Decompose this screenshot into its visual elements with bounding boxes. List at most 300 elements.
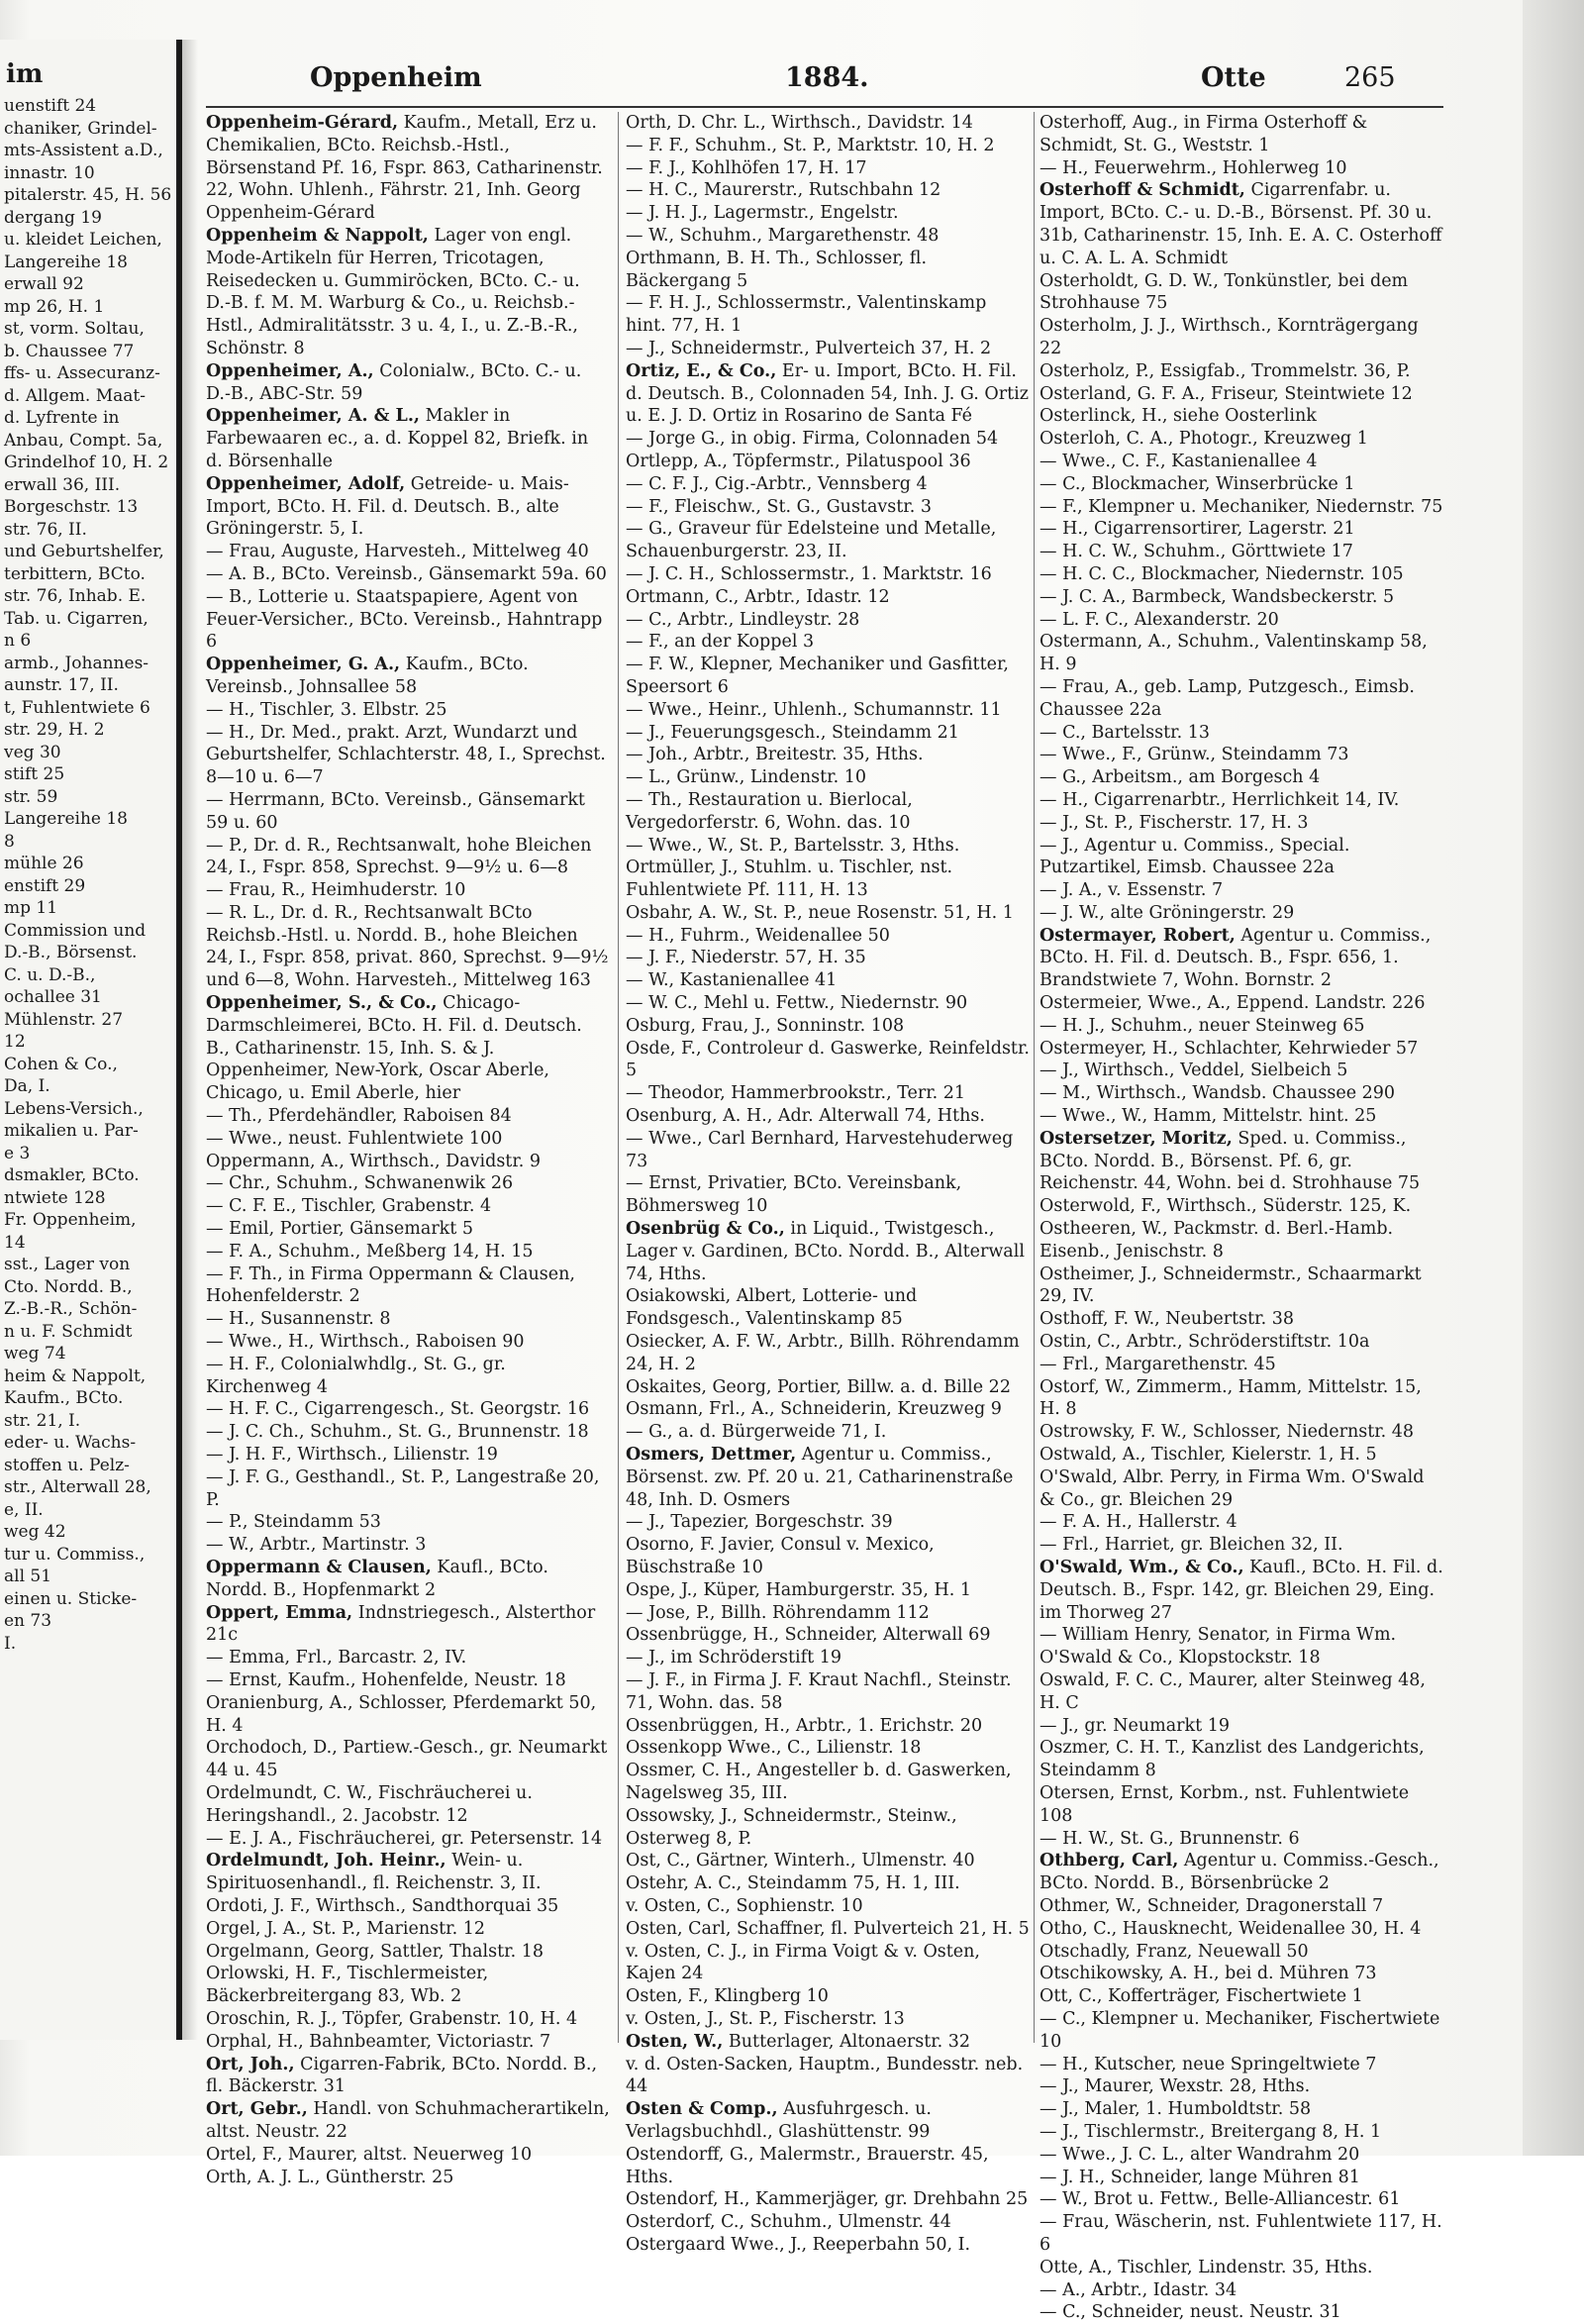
directory-entry xyxy=(1040,2121,1443,2144)
entry-text: Ordelmundt, C. W., Fischräucherei u. Heringshandl., 2. Jacobstr. 12 xyxy=(206,1782,533,1826)
previous-page-line: aunstr. 17, II. xyxy=(4,675,119,695)
directory-entry xyxy=(1040,2167,1443,2189)
entry-text: Kaufm., Metall, Erz u. Chemikalien, BCto. Reichsb.-Hstl., Börsenstand Pf. 16, Fspr. 863, Catharinenstr. 22, Wohn. Uhlenh., Fährstr. 21, Inh. Georg Oppenheim-Gérard xyxy=(206,113,603,224)
directory-entry xyxy=(626,1038,1030,1083)
entry-text: — H., Cigarrenarbtr., Herrlichkeit 14, IV. xyxy=(1040,789,1400,810)
directory-entry xyxy=(206,405,610,472)
entry-text: — J., Tischlermstr., Breitergang 8, H. 1 xyxy=(1040,2121,1382,2142)
directory-entry xyxy=(206,1828,610,1851)
directory-entry xyxy=(1040,563,1443,586)
entry-text: — H., Susannenstr. 8 xyxy=(206,1309,391,1330)
entry-text: Osbahr, A. W., St. P., neue Rosenstr. 51, H. 1 xyxy=(626,902,1014,923)
directory-entry xyxy=(626,135,1030,157)
directory-entry xyxy=(626,744,1030,766)
directory-entry xyxy=(1040,1444,1443,1466)
directory-entry xyxy=(626,789,1030,835)
directory-entry xyxy=(1040,157,1443,180)
directory-entry xyxy=(206,473,610,541)
directory-entry xyxy=(206,992,610,1105)
directory-entry xyxy=(626,1895,1030,1918)
directory-entry xyxy=(626,1918,1030,1941)
entry-text: — Emil, Portier, Gänsemarkt 5 xyxy=(206,1219,474,1240)
entry-text: — Frau, R., Heimhuderstr. 10 xyxy=(206,880,466,901)
directory-entry xyxy=(1040,451,1443,473)
directory-entry xyxy=(1040,766,1443,789)
entry-text: — H. F., Colonialwhdlg., St. G., gr. Kirchenweg 4 xyxy=(206,1354,506,1397)
directory-entry xyxy=(1040,1557,1443,1624)
header-year: 1884. xyxy=(785,62,869,93)
previous-page-line: erwall 92 xyxy=(4,274,84,294)
directory-entry xyxy=(626,1647,1030,1669)
entry-text: Orth, A. J. L., Güntherstr. 25 xyxy=(206,2167,454,2187)
entry-text: — J., Maler, 1. Humboldtstr. 58 xyxy=(1040,2099,1312,2120)
directory-entry xyxy=(1040,315,1443,360)
entry-text: Osburg, Frau, J., Sonninstr. 108 xyxy=(626,1015,905,1036)
entry-text: — Frl., Harriet, gr. Bleichen 32, II. xyxy=(1040,1535,1343,1556)
previous-page-line: mühle 26 xyxy=(4,854,84,873)
entry-text: — Wwe., F., Grünw., Steindamm 73 xyxy=(1040,745,1349,765)
entry-text: Ostergaard Wwe., J., Reeperbahn 50, I. xyxy=(626,2234,971,2255)
entry-text: Osterlinck, H., siehe Oosterlink xyxy=(1040,406,1317,427)
directory-entry xyxy=(1040,428,1443,451)
entry-firm-name: Osmers, Dettmer, xyxy=(626,1445,797,1465)
directory-entry xyxy=(206,1557,610,1602)
entry-text: — Joh., Arbtr., Breitestr. 35, Hths. xyxy=(626,745,924,765)
page-header xyxy=(206,54,1443,108)
directory-entry xyxy=(206,1241,610,1263)
directory-entry xyxy=(626,1172,1030,1218)
entry-text: — Th., Pferdehändler, Raboisen 84 xyxy=(206,1106,512,1127)
directory-entry xyxy=(1040,1331,1443,1354)
previous-page-line: stoffen u. Pelz- xyxy=(4,1455,130,1475)
entry-text: — Jose, P., Billh. Röhrendamm 112 xyxy=(626,1602,930,1623)
entry-text: — Jorge G., in obig. Firma, Colonnaden 54 xyxy=(626,429,999,450)
directory-entry xyxy=(206,835,610,880)
entry-text: — J., gr. Neumarkt 19 xyxy=(1040,1715,1230,1736)
entry-text: Chicago-Darmschleimerei, BCto. H. Fil. d. Deutsch. B., Catharinenstr. 15, Inh. S. & J. Oppenheimer, New-York, Oscar Aberle, Chicago, u. Emil Aberle, hier xyxy=(206,993,582,1104)
entry-text: Osterloh, C. A., Photogr., Kreuzweg 1 xyxy=(1040,429,1368,450)
entry-text: Ostermeier, Wwe., A., Eppend. Landstr. 226 xyxy=(1040,993,1426,1014)
entry-text: Ossowsky, J., Schneidermstr., Steinw., Osterweg 8, P. xyxy=(626,1805,957,1849)
entry-text: Orchodoch, D., Partiew.-Gesch., gr. Neumarkt 44 u. 45 xyxy=(206,1738,608,1781)
entry-text: Orgelmann, Georg, Sattler, Thalstr. 18 xyxy=(206,1941,544,1962)
previous-page-line: heim & Nappolt, xyxy=(4,1365,147,1386)
previous-page-line: e 3 xyxy=(4,1143,31,1163)
directory-entry xyxy=(626,2031,1030,2054)
directory-entry xyxy=(1040,360,1443,383)
previous-page-line: str. 59 xyxy=(4,786,58,807)
previous-page-line: n u. F. Schmidt xyxy=(4,1321,133,1342)
directory-entry xyxy=(626,563,1030,586)
previous-page-line: sst., Lager von xyxy=(4,1255,131,1274)
directory-page xyxy=(206,54,1443,2323)
directory-entry xyxy=(1040,2188,1443,2211)
directory-entry xyxy=(206,1669,610,1692)
entry-text: Osde, F., Controleur d. Gaswerke, Reinfeldstr. 5 xyxy=(626,1038,1030,1081)
entry-text: — H. F. C., Cigarrengesch., St. Georgstr. 16 xyxy=(206,1399,590,1420)
directory-entry xyxy=(1040,2054,1443,2076)
entry-text: Osterholm, J. J., Wirthsch., Kornträgergang 22 xyxy=(1040,316,1419,358)
directory-entry xyxy=(206,360,610,406)
entry-text: — F. H. J., Schlossermstr., Valentinskamp hint. 77, H. 1 xyxy=(626,293,987,337)
entry-firm-name: Oppert, Emma, xyxy=(206,1602,353,1623)
previous-page-line: en 73 xyxy=(4,1611,52,1631)
entry-text: Ostendorff, G., Malermstr., Brauerstr. 45, Hths. xyxy=(626,2144,989,2187)
entry-text: Kaufl., BCto. Nordd. B., Hopfenmarkt 2 xyxy=(206,1558,548,1600)
directory-entry xyxy=(626,969,1030,992)
directory-entry xyxy=(1040,1218,1443,1263)
directory-entry xyxy=(626,1579,1030,1602)
entry-text: — J. W., alte Gröningerstr. 29 xyxy=(1040,902,1295,923)
previous-page-line: dsmakler, BCto. xyxy=(4,1165,140,1185)
entry-text: Agentur u. Commiss., BCto. H. Fil. d. Deutsch. B., Fspr. 656, 1. Brandstwiete 7, Wohn. Bornstr. 2 xyxy=(1040,925,1432,991)
previous-page-line: ntwiete 128 xyxy=(4,1187,106,1208)
entry-text: Cigarren-Fabrik, BCto. Nordd. B., fl. Bäckerstr. 31 xyxy=(206,2054,598,2097)
entry-firm-name: Osenbrüg & Co., xyxy=(626,1219,785,1240)
entry-text: — F., Klempner u. Mechaniker, Niedernstr. 75 xyxy=(1040,496,1443,517)
column-rule xyxy=(618,112,619,2043)
entry-text: Ausfuhrgesch. u. Verlagsbuchhdl., Glashüttenstr. 99 xyxy=(626,2099,932,2142)
entry-text: — H. C. W., Schuhm., Görttwiete 17 xyxy=(1040,542,1353,562)
entry-text: — W., Schuhm., Margarethenstr. 48 xyxy=(626,225,940,246)
header-right-keyword: Otte xyxy=(1201,62,1266,93)
directory-entry xyxy=(1040,1128,1443,1195)
directory-entry xyxy=(626,202,1030,225)
entry-text: Osthoff, F. W., Neubertstr. 38 xyxy=(1040,1309,1295,1330)
entry-text: Ortel, F., Maurer, altst. Neuerweg 10 xyxy=(206,2144,533,2165)
directory-entry xyxy=(626,1850,1030,1872)
directory-entry xyxy=(206,2031,610,2054)
directory-entry xyxy=(1040,1534,1443,1557)
entry-text: — Wwe., Heinr., Uhlenh., Schumannstr. 11 xyxy=(626,699,1002,720)
entry-text: — B., Lotterie u. Staatspapiere, Agent von Feuer-Versicher., BCto. Vereinsb., Hahntrapp 6 xyxy=(206,586,603,653)
previous-page-line: mts-Assistent a.D., xyxy=(4,141,163,160)
directory-entry xyxy=(206,2008,610,2031)
previous-page-line: e, II. xyxy=(4,1499,44,1520)
directory-entry xyxy=(206,1918,610,1941)
entry-text: Ossenbrüggen, H., Arbtr., 1. Erichstr. 20 xyxy=(626,1715,983,1736)
entry-text: Makler in Farbewaaren ec., a. d. Koppel 82, Briefk. in d. Börsenhalle xyxy=(206,406,589,471)
directory-entry xyxy=(1040,2098,1443,2121)
entry-text: — Wwe., J. C. L., alter Wandrahm 20 xyxy=(1040,2144,1360,2165)
directory-entry xyxy=(206,1172,610,1195)
directory-entry xyxy=(626,360,1030,428)
entry-text: — Frau, Wäscherin, nst. Fuhlentwiete 117, H. 6 xyxy=(1040,2212,1442,2255)
directory-entry xyxy=(206,586,610,654)
directory-entry xyxy=(626,586,1030,609)
entry-text: — Frl., Margarethenstr. 45 xyxy=(1040,1354,1276,1374)
directory-entry xyxy=(626,1015,1030,1038)
entry-text: — C., Arbtr., Lindleystr. 28 xyxy=(626,609,860,630)
directory-entry xyxy=(206,2054,610,2099)
entry-text: Otte, A., Tischler, Lindenstr. 35, Hths. xyxy=(1040,2257,1373,2277)
directory-entry xyxy=(626,292,1030,338)
entry-text: Othmer, W., Schneider, Dragonerstall 7 xyxy=(1040,1895,1384,1916)
entry-text: — Th., Restauration u. Bierlocal, Vergedorferstr. 6, Wohn. das. 10 xyxy=(626,789,913,833)
entry-text: — H., Dr. Med., prakt. Arzt, Wundarzt und Geburtshelfer, Schlachterstr. 48, I., Sprechst. 8—10 u. 6—7 xyxy=(206,722,606,788)
directory-entry xyxy=(1040,179,1443,269)
directory-entry xyxy=(1040,1376,1443,1422)
entry-text: — H. C., Maurerstr., Rutschbahn 12 xyxy=(626,180,941,201)
directory-entry xyxy=(1040,2279,1443,2302)
entry-text: Osiecker, A. F. W., Arbtr., Billh. Röhrendamm 24, H. 2 xyxy=(626,1332,1020,1374)
directory-entry xyxy=(1040,1263,1443,1309)
directory-entry xyxy=(1040,383,1443,406)
entry-text: Ostendorf, H., Kammerjäger, gr. Drehbahn 25 xyxy=(626,2189,1029,2210)
entry-text: — J. F., Niederstr. 57, H. 35 xyxy=(626,948,866,968)
entry-text: — J., Agentur u. Commiss., Special. Putzartikel, Eimsb. Chaussee 22a xyxy=(1040,835,1350,878)
entry-firm-name: Ostersetzer, Moritz, xyxy=(1040,1128,1233,1149)
entry-text: Ospe, J., Küper, Hamburgerstr. 35, H. 1 xyxy=(626,1579,971,1600)
directory-entry xyxy=(1040,1308,1443,1331)
previous-page-line: ochallee 31 xyxy=(4,987,102,1007)
entry-text: — J., Feuerungsgesch., Steindamm 21 xyxy=(626,722,959,743)
directory-columns xyxy=(206,112,1443,2323)
directory-entry xyxy=(206,1895,610,1918)
directory-entry xyxy=(1040,676,1443,722)
entry-firm-name: Oppermann & Clausen, xyxy=(206,1558,432,1577)
directory-entry xyxy=(626,1376,1030,1399)
directory-entry xyxy=(626,766,1030,789)
previous-page-line: str. 76, Inhab. E. xyxy=(4,586,147,606)
directory-entry xyxy=(1040,1105,1443,1128)
entry-text: Osten, F., Klingberg 10 xyxy=(626,1986,829,2007)
entry-text: — G., Arbeitsm., am Borgesch 4 xyxy=(1040,767,1321,788)
entry-text: Kaufm., BCto. Vereinsb., Johnsallee 58 xyxy=(206,655,529,697)
directory-entry xyxy=(626,112,1030,135)
entry-text: Er- u. Import, BCto. H. Fil. d. Deutsch. B., Colonnaden 54, Inh. J. G. Ortiz u. E. J. D. Ortiz in Rosarino de Santa Fé xyxy=(626,360,1029,427)
directory-entry xyxy=(206,1511,610,1534)
entry-text: v. Osten, C. J., in Firma Voigt & v. Osten, Kajen 24 xyxy=(626,1941,980,1984)
previous-page-line: Anbau, Compt. 5a, xyxy=(4,430,163,451)
entry-firm-name: Oppenheim-Gérard, xyxy=(206,113,399,133)
entry-text: — P., Steindamm 53 xyxy=(206,1512,381,1533)
page-number: 265 xyxy=(1344,62,1396,93)
entry-text: Oppermann, A., Wirthsch., Davidstr. 9 xyxy=(206,1151,542,1171)
directory-entry xyxy=(1040,2257,1443,2279)
previous-page-line: chaniker, Grindel- xyxy=(4,118,157,139)
directory-entry xyxy=(626,1218,1030,1285)
directory-entry xyxy=(206,563,610,586)
directory-entry xyxy=(206,1421,610,1444)
entry-text: — Wwe., W., St. P., Bartelsstr. 3, Hths. xyxy=(626,835,960,856)
entry-text: — J. F. G., Gesthandl., St. P., Langestraße 20, P. xyxy=(206,1466,600,1510)
entry-firm-name: Osten & Comp., xyxy=(626,2099,778,2120)
entry-text: — M., Wirthsch., Wandsb. Chaussee 290 xyxy=(1040,1083,1396,1104)
entry-text: v. Osten, C., Sophienstr. 10 xyxy=(626,1895,863,1916)
previous-page-line: Langereihe 18 xyxy=(4,809,128,829)
directory-entry xyxy=(626,1624,1030,1647)
directory-entry xyxy=(626,1941,1030,1986)
entry-firm-name: Ostermayer, Robert, xyxy=(1040,925,1236,946)
entry-text: Agentur u. Commiss.-Gesch., BCto. Nordd. B., Börsenbrücke 2 xyxy=(1040,1851,1439,1894)
entry-text: Indnstriegesch., Alsterthor 21c xyxy=(206,1602,596,1646)
directory-entry xyxy=(1040,902,1443,925)
previous-page-line: d. Allgem. Maat- xyxy=(4,385,146,406)
directory-entry xyxy=(626,518,1030,563)
directory-entry xyxy=(1040,1918,1443,1941)
entry-text: — J. H., Schneider, lange Mühren 81 xyxy=(1040,2167,1360,2187)
directory-entry xyxy=(626,1985,1030,2008)
directory-entry xyxy=(626,157,1030,180)
entry-text: Ostermeyer, H., Schlachter, Kehrwieder 57 xyxy=(1040,1038,1419,1059)
entry-text: — Frau, Auguste, Harvesteh., Mittelweg 40 xyxy=(206,542,589,562)
directory-entry xyxy=(626,835,1030,858)
directory-entry xyxy=(626,1331,1030,1376)
entry-text: Sped. u. Commiss., BCto. Nordd. B., Börsenst. Pf. 6, gr. Reichenstr. 44, Wohn. bei d. Strohhause 75 xyxy=(1040,1128,1421,1194)
directory-entry xyxy=(1040,835,1443,880)
previous-page-line: str. 29, H. 2 xyxy=(4,720,105,740)
previous-page-line: Z.-B.-R., Schön- xyxy=(4,1299,138,1319)
entry-text: Cigarrenfabr. u. Import, BCto. C.- u. D.-B., Börsenst. Pf. 30 u. 31b, Catharinenstr. 15, Inh. E. A. C. Osterhoff u. C. A. L. A. Schmidt xyxy=(1040,180,1442,268)
previous-page-line: Tab. u. Cigarren, xyxy=(4,608,148,629)
entry-text: Butterlager, Altonaerstr. 32 xyxy=(723,2031,971,2052)
directory-entry xyxy=(206,879,610,902)
previous-page-line: b. Chaussee 77 xyxy=(4,341,135,361)
directory-entry xyxy=(1040,1354,1443,1376)
entry-text: Otschikowsky, A. H., bei d. Mühren 73 xyxy=(1040,1964,1377,1984)
directory-entry xyxy=(1040,496,1443,519)
entry-firm-name: Ort, Gebr., xyxy=(206,2099,308,2120)
previous-page-strip xyxy=(0,40,182,2040)
directory-entry xyxy=(626,992,1030,1015)
directory-entry xyxy=(626,1602,1030,1625)
entry-text: Osiakowski, Albert, Lotterie- und Fondsgesch., Valentinskamp 85 xyxy=(626,1286,918,1330)
directory-entry xyxy=(206,1737,610,1782)
directory-entry xyxy=(206,1398,610,1421)
directory-entry xyxy=(1040,879,1443,902)
entry-text: — W., Kastanienallee 41 xyxy=(626,970,838,991)
column-3 xyxy=(1040,112,1443,2323)
directory-entry xyxy=(1040,473,1443,496)
directory-entry xyxy=(1040,1782,1443,1828)
entry-firm-name: Ortiz, E., & Co., xyxy=(626,360,777,381)
directory-entry xyxy=(1040,992,1443,1015)
entry-text: Ostwald, A., Tischler, Kielerstr. 1, H. 5 xyxy=(1040,1445,1377,1465)
entry-text: — G., a. d. Bürgerweide 71, I. xyxy=(626,1422,887,1443)
entry-text: — C., Bartelsstr. 13 xyxy=(1040,722,1210,743)
previous-page-line: d. Lyfrente in xyxy=(4,408,120,428)
entry-text: Handl. von Schuhmacherartikeln, altst. Neustr. 22 xyxy=(206,2099,610,2142)
directory-entry xyxy=(206,1354,610,1399)
entry-text: — H., Kutscher, neue Springeltwiete 7 xyxy=(1040,2054,1377,2074)
directory-entry xyxy=(1040,1737,1443,1782)
directory-entry xyxy=(1040,2075,1443,2098)
entry-text: — L., Grünw., Lindenstr. 10 xyxy=(626,767,867,788)
directory-entry xyxy=(1040,1060,1443,1082)
directory-entry xyxy=(1040,2144,1443,2167)
directory-entry xyxy=(626,496,1030,519)
previous-page-line: n 6 xyxy=(4,631,32,651)
directory-entry xyxy=(1040,541,1443,563)
previous-page-line: 12 xyxy=(4,1032,26,1052)
entry-text: — H., Fuhrm., Weidenallee 50 xyxy=(626,925,890,946)
entry-text: Orgel, J. A., St. P., Marienstr. 12 xyxy=(206,1918,485,1939)
directory-entry xyxy=(626,609,1030,632)
entry-firm-name: Ort, Joh., xyxy=(206,2054,295,2074)
directory-entry xyxy=(626,1715,1030,1738)
directory-entry xyxy=(206,654,610,699)
directory-entry xyxy=(1040,1941,1443,1964)
directory-entry xyxy=(206,699,610,722)
entry-text: Osenburg, A. H., Adr. Alterwall 74, Hths. xyxy=(626,1106,985,1127)
directory-entry xyxy=(206,1331,610,1354)
directory-entry xyxy=(626,947,1030,969)
entry-text: — J. C. A., Barmbeck, Wandsbeckerstr. 5 xyxy=(1040,586,1395,607)
entry-text: — C. F. E., Tischler, Grabenstr. 4 xyxy=(206,1196,492,1217)
entry-text: — H., Feuerwehrm., Hohlerweg 10 xyxy=(1040,157,1347,178)
previous-page-line: eder- u. Wachs- xyxy=(4,1433,137,1453)
directory-entry xyxy=(206,2098,610,2144)
directory-entry xyxy=(626,179,1030,202)
entry-text: — Theodor, Hammerbrookstr., Terr. 21 xyxy=(626,1083,966,1104)
entry-text: — J., Wirthsch., Veddel, Sielbeich 5 xyxy=(1040,1061,1348,1081)
directory-entry xyxy=(1040,1466,1443,1512)
previous-page-line: weg 42 xyxy=(4,1522,66,1542)
entry-text: Ostheimer, J., Schneidermstr., Schaarmarkt 29, IV. xyxy=(1040,1263,1422,1307)
entry-text: Osterland, G. F. A., Friseur, Steintwiete 12 xyxy=(1040,383,1413,404)
entry-text: — Emma, Frl., Barcastr. 2, IV. xyxy=(206,1648,467,1668)
previous-page-line: str. 21, I. xyxy=(4,1410,81,1431)
directory-entry xyxy=(626,1511,1030,1534)
previous-page-line: Lebens-Versich., xyxy=(4,1098,144,1119)
entry-text: Ossenkopp Wwe., C., Lilienstr. 18 xyxy=(626,1738,922,1759)
directory-entry xyxy=(1040,925,1443,992)
entry-text: Ortmüller, J., Stuhlm. u. Tischler, nst. Fuhlentwiete Pf. 111, H. 13 xyxy=(626,858,953,901)
directory-entry xyxy=(206,1195,610,1218)
previous-page-line: st, vorm. Soltau, xyxy=(4,319,145,339)
entry-text: — Ernst, Kaufm., Hohenfelde, Neustr. 18 xyxy=(206,1669,566,1690)
directory-entry xyxy=(1040,270,1443,316)
previous-page-line: Da, I. xyxy=(4,1076,50,1096)
directory-entry xyxy=(206,1850,610,1895)
previous-page-line: innastr. 10 xyxy=(4,162,95,183)
directory-entry xyxy=(626,2008,1030,2031)
entry-text: — F. A., Schuhm., Meßberg 14, H. 15 xyxy=(206,1241,534,1262)
entry-text: — W. C., Mehl u. Fettw., Niedernstr. 90 xyxy=(626,993,968,1014)
previous-page-line: mikalien u. Par- xyxy=(4,1121,139,1141)
previous-page-line: Borgeschstr. 13 xyxy=(4,497,139,517)
directory-entry xyxy=(206,1444,610,1466)
previous-page-line: terbittern, BCto. xyxy=(4,563,146,584)
directory-entry xyxy=(626,902,1030,925)
entry-text: — Wwe., H., Wirthsch., Raboisen 90 xyxy=(206,1332,525,1353)
directory-entry xyxy=(1040,789,1443,812)
directory-entry xyxy=(1040,1895,1443,1918)
previous-page-line: uenstift 24 xyxy=(4,96,97,116)
entry-text: Kaufl., BCto. H. Fil. d. Deutsch. B., Fspr. 142, gr. Bleichen 29, Eing. im Thorweg 27 xyxy=(1040,1558,1443,1623)
directory-entry xyxy=(1040,2211,1443,2257)
entry-text: — Ernst, Privatier, BCto. Vereinsbank, Böhmersweg 10 xyxy=(626,1173,962,1217)
directory-entry xyxy=(1040,1195,1443,1218)
entry-text: Orthmann, B. H. Th., Schlosser, fl. Bäckergang 5 xyxy=(626,248,928,291)
directory-entry xyxy=(1040,1963,1443,1985)
entry-text: — L. F. C., Alexanderstr. 20 xyxy=(1040,609,1279,630)
scan-edge xyxy=(1523,0,1584,2156)
directory-entry xyxy=(206,1534,610,1557)
directory-entry xyxy=(626,248,1030,293)
previous-page-lines xyxy=(0,95,176,1655)
entry-text: — J. F., in Firma J. F. Kraut Nachfl., Steinstr. 71, Wohn. das. 58 xyxy=(626,1669,1012,1713)
directory-entry xyxy=(206,1128,610,1151)
entry-text: — W., Arbtr., Martinstr. 3 xyxy=(206,1535,427,1556)
header-left-keyword: Oppenheim xyxy=(310,62,482,93)
directory-entry xyxy=(206,225,610,360)
entry-text: — J., Maurer, Wexstr. 28, Hths. xyxy=(1040,2076,1311,2097)
previous-page-line: erwall 36, III. xyxy=(4,474,121,495)
entry-text: Orth, D. Chr. L., Wirthsch., Davidstr. 14 xyxy=(626,113,973,133)
directory-entry xyxy=(1040,1421,1443,1444)
